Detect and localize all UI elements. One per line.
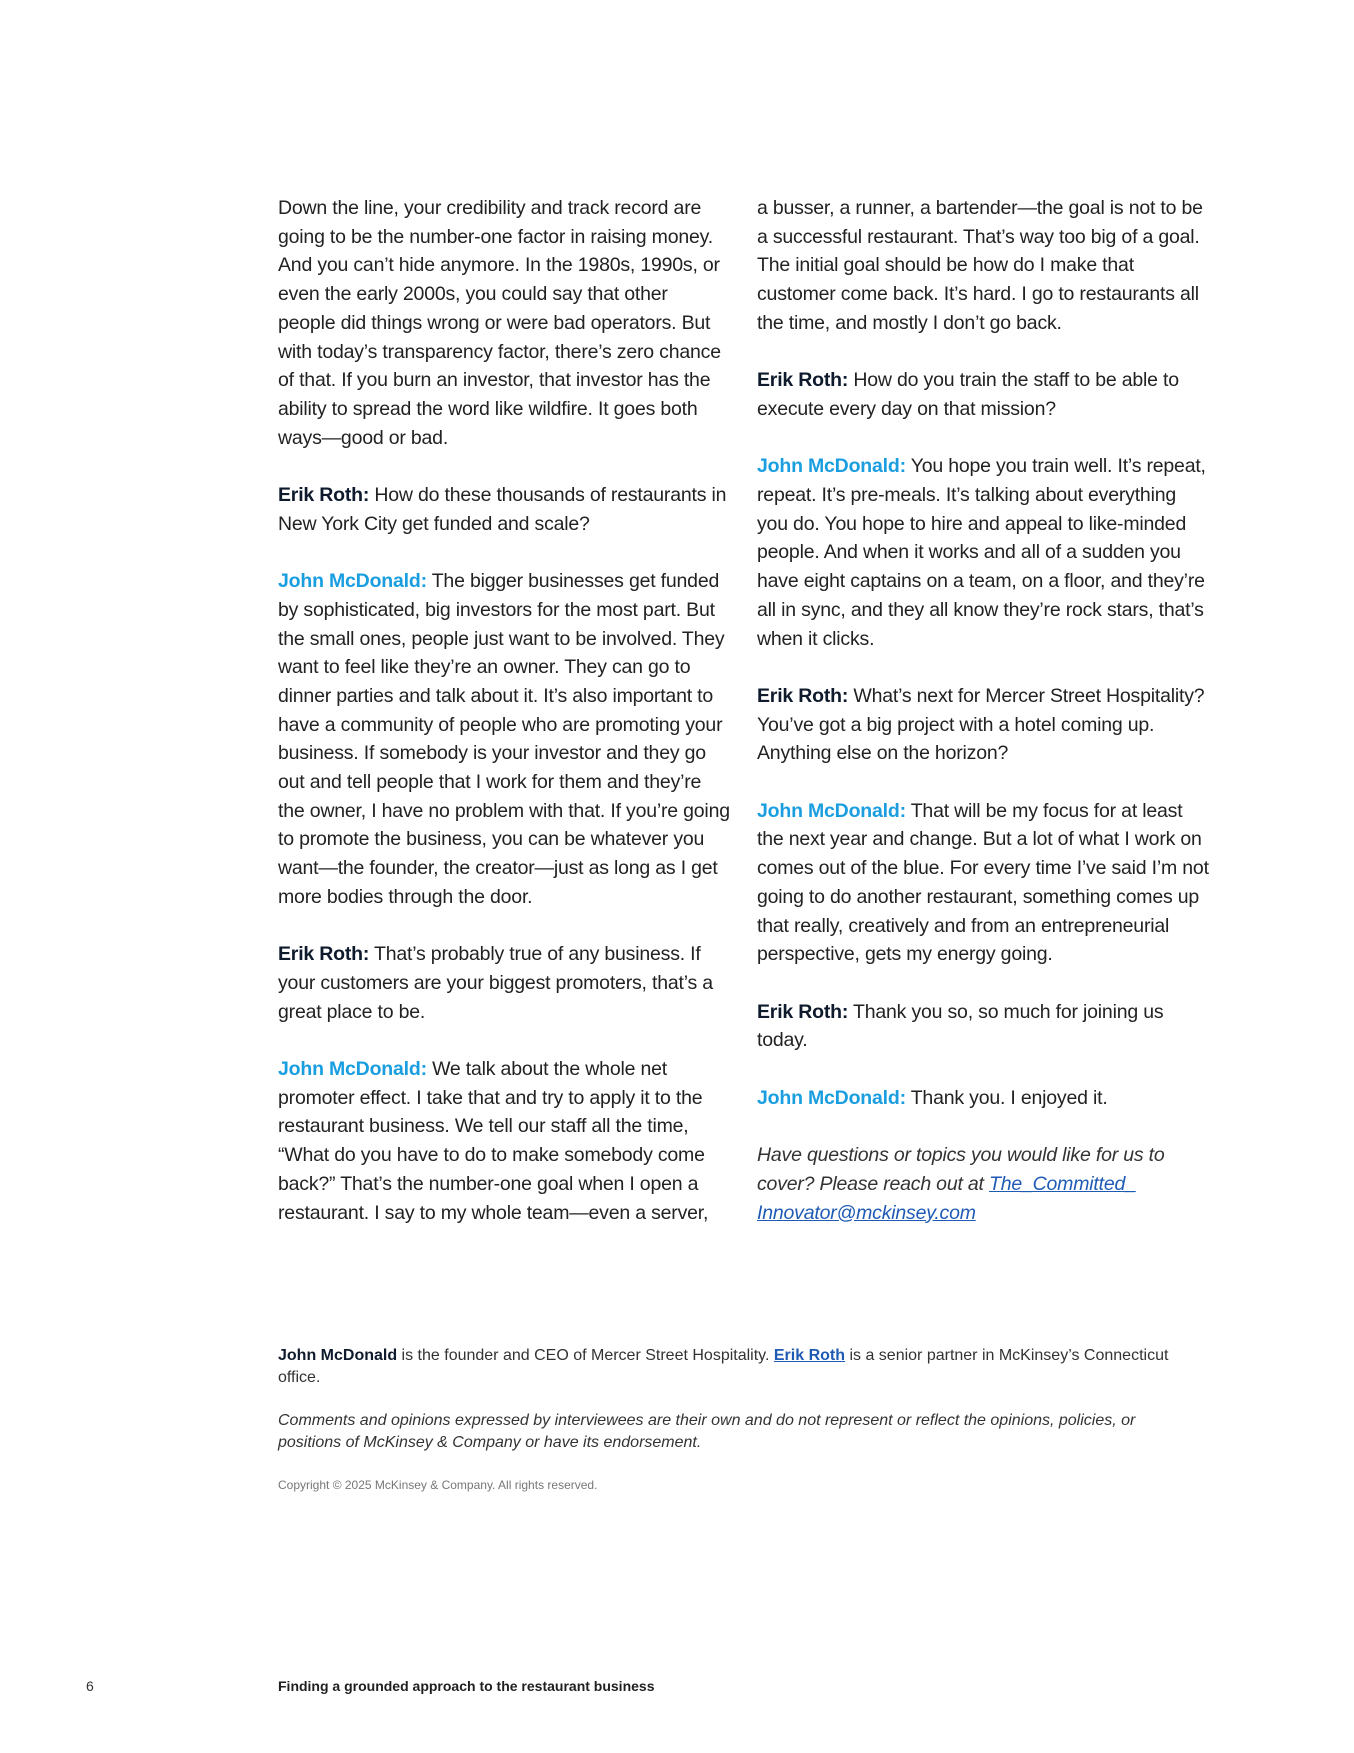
paragraph	[278, 481, 730, 538]
paragraph-text: Down the line, your credibility and track record are going to be the number-one factor in raising money. And you can’t hide anymore. In the 1980s, 1990s, or even the early 2000s, you could say that other people did things wrong or were bad operators. But with today’s transparency factor, there’s zero chance of that. If you burn an investor, that investor has the ability to spread the word like wildfire. It goes both ways—good or bad.	[278, 197, 721, 449]
bio-link-erik-roth[interactable]: Erik Roth	[773, 1347, 845, 1364]
paragraph-text: That’s probably true of any business. If your customers are your biggest promoters, that’s a great place to be.	[278, 943, 713, 1023]
paragraph	[757, 366, 1209, 423]
bio-text: is a senior partner in McKinsey’s Connecticut office.	[278, 1347, 1169, 1386]
paragraph	[278, 567, 730, 911]
paragraph-text: We talk about the whole net promoter effect. I take that and try to apply it to the restaurant business. We tell our staff all the time, “What do you have to do to make somebody come back?” That’s the number-one goal when I open a restaurant. I say to my whole team—even a server,	[278, 1058, 709, 1224]
paragraph	[757, 194, 1209, 338]
paragraph-text: Thank you so, so much for joining us today.	[757, 1000, 1164, 1052]
contact-email-link[interactable]: The_Committed_ Innovator@mckinsey.com	[757, 1172, 1136, 1224]
paragraph-text: How do these thousands of restaurants in New York City get funded and scale?	[278, 484, 727, 535]
bio-name-john: John McDonald	[278, 1347, 398, 1364]
paragraph-text: What’s next for Mercer Street Hospitality? You’ve got a big project with a hotel coming up. Anything else on the horizon?	[757, 684, 1205, 765]
paragraph	[757, 998, 1209, 1055]
article-column-left	[278, 194, 730, 1256]
paragraph	[757, 682, 1209, 768]
paragraph	[757, 797, 1209, 969]
speaker-label-erik: Erik Roth:	[757, 1000, 849, 1023]
speaker-label-john: John McDonald:	[757, 455, 906, 478]
speaker-label-erik: Erik Roth:	[278, 943, 370, 966]
paragraph-text: How do you train the staff to be able to execute every day on that mission?	[757, 369, 1179, 420]
paragraph	[757, 1084, 1209, 1113]
closing-note	[757, 1141, 1209, 1227]
paragraph	[757, 452, 1209, 653]
copyright: Copyright © 2025 McKinsey & Company. All rights reserved.	[278, 1478, 598, 1492]
footer-title: Finding a grounded approach to the restaurant business	[278, 1678, 655, 1694]
disclaimer: Comments and opinions expressed by interviewees are their own and do not represent or reflect the opinions, policies, or positions of McKinsey & Company or have its endorsement.	[278, 1412, 1136, 1451]
speaker-label-john: John McDonald:	[278, 570, 427, 593]
paragraph-text: The bigger businesses get funded by sophisticated, big investors for the most part. But the small ones, people just want to be involved. They want to feel like they’re an owner. They can go to dinner parties and talk about it. It’s also important to have a community of people who are promoting your business. If somebody is your investor and they go out and tell people that I work for them and they’re the owner, I have no problem with that. If you’re going to promote the business, you can be whatever you want—the founder, the creator—just as long as I get more bodies through the door.	[278, 570, 730, 908]
page-number: 6	[86, 1678, 94, 1694]
paragraph-text: a busser, a runner, a bartender—the goal is not to be a successful restaurant. That’s way too big of a goal. The initial goal should be how do I make that customer come back. It’s hard. I go to restaurants all the time, and mostly I don’t go back.	[757, 197, 1203, 334]
paragraph	[278, 940, 730, 1026]
speaker-label-john: John McDonald:	[278, 1058, 427, 1081]
article-column-right	[757, 194, 1209, 1256]
speaker-label-erik: Erik Roth:	[757, 369, 849, 392]
closing-text: Have questions or topics you would like for us to cover? Please reach out at	[757, 1144, 1165, 1195]
author-bio	[278, 1345, 1178, 1389]
bio-text: is the founder and CEO of Mercer Street Hospitality.	[397, 1347, 774, 1364]
speaker-label-john: John McDonald:	[757, 1086, 906, 1109]
paragraph-text: That will be my focus for at least the next year and change. But a lot of what I work on comes out of the blue. For every time I’ve said I’m not going to do another restaurant, something comes up that really, creatively and from an entrepreneurial perspective, gets my energy going.	[757, 799, 1209, 966]
speaker-label-john: John McDonald:	[757, 799, 906, 822]
paragraph	[278, 1055, 730, 1227]
speaker-label-erik: Erik Roth:	[278, 484, 370, 507]
paragraph-text: You hope you train well. It’s repeat, repeat. It’s pre-meals. It’s talking about everything you do. You hope to hire and appeal to like-minded people. And when it works and all of a sudden you have eight captains on a team, on a floor, and they’re all in sync, and they all know they’re rock stars, that’s when it clicks.	[757, 455, 1206, 650]
paragraph-text: Thank you. I enjoyed it.	[905, 1086, 1108, 1109]
paragraph	[278, 194, 730, 452]
speaker-label-erik: Erik Roth:	[757, 684, 849, 707]
